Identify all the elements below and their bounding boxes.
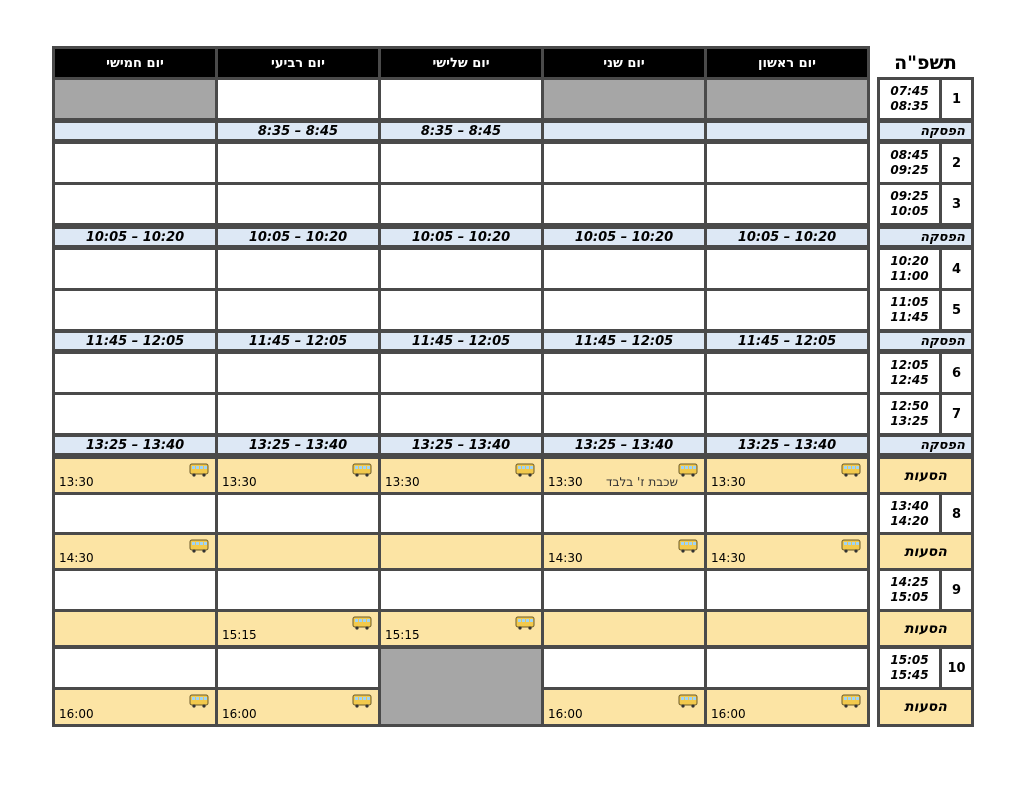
period-times-10 [877,646,942,690]
rides-label-text: הסעות [904,543,947,560]
period-number: 5 [951,302,962,318]
break-cell-monday [541,226,707,248]
period-end: 15:05 [890,590,929,604]
lesson-cell-tuesday-p7[interactable] [378,392,544,436]
day-header-sunday [704,46,870,80]
lesson-cell-sunday-p7[interactable] [704,392,870,436]
break-label-text: הפסקה [920,229,965,245]
break-label [877,434,974,456]
period-number: 3 [951,196,962,212]
break-cell-monday [541,120,707,142]
break-cell-thursday [52,120,218,142]
break-cell-tuesday [378,330,544,352]
bus-cell-monday[interactable] [541,456,707,495]
break-label [877,120,974,142]
period-end: 15:45 [890,668,929,682]
lesson-cell-tuesday-p6[interactable] [378,351,544,395]
period-end: 11:00 [890,269,929,283]
period-number: 4 [951,261,962,277]
period-times-4 [877,247,942,291]
break-cell-monday [541,434,707,456]
day-header-label: יום ראשון [758,55,816,71]
year-title [877,46,974,80]
bus-icon [189,539,209,553]
break-cell-thursday [52,434,218,456]
break-cell-tuesday [378,120,544,142]
bus-cell-tuesday[interactable] [378,609,544,648]
lesson-cell-sunday-p10[interactable] [704,646,870,690]
lesson-cell-wednesday-p10[interactable] [215,646,381,690]
lesson-cell-monday-p1[interactable] [541,77,707,121]
lesson-cell-wednesday-p4[interactable] [215,247,381,291]
lesson-cell-tuesday-p2[interactable] [378,141,544,185]
lesson-cell-thursday-p1[interactable] [52,77,218,121]
lesson-cell-monday-p3[interactable] [541,182,707,226]
rides-label-text: הסעות [904,620,947,637]
lesson-cell-thursday-p7[interactable] [52,392,218,436]
bus-icon [352,463,372,477]
period-number-2 [939,141,974,185]
break-time: 10:05 – 10:20 [737,229,837,245]
break-label [877,226,974,248]
lesson-cell-thursday-p2[interactable] [52,141,218,185]
bus-time: 16:00 [548,707,583,721]
period-number-10 [939,646,974,690]
lesson-cell-sunday-p5[interactable] [704,288,870,332]
bus-icon [841,539,861,553]
day-header-wednesday [215,46,381,80]
period-number: 1 [951,91,962,107]
bus-time: 13:30 [222,475,257,489]
lesson-cell-monday-p7[interactable] [541,392,707,436]
bus-cell-sunday[interactable] [704,456,870,495]
period-number-3 [939,182,974,226]
period-start: 15:05 [890,653,929,667]
lesson-cell-sunday-p4[interactable] [704,247,870,291]
bus-cell-sunday[interactable] [704,532,870,571]
bus-note: שכבת ז' בלבד [606,475,678,489]
rides-label [877,532,974,571]
bus-cell-monday[interactable] [541,532,707,571]
year-label: תשפ"ה [894,52,957,74]
bus-cell-wednesday[interactable] [215,456,381,495]
period-number-6 [939,351,974,395]
period-start: 12:05 [890,358,929,372]
bus-time: 13:30 [385,475,420,489]
period-number-1 [939,77,974,121]
period-end: 11:45 [890,310,929,324]
period-number: 6 [951,365,962,381]
break-cell-thursday [52,330,218,352]
bus-time: 14:30 [59,551,94,565]
period-times-7 [877,392,942,436]
bus-time: 13:30 [59,475,94,489]
bus-cell-thursday[interactable] [52,687,218,727]
period-times-2 [877,141,942,185]
period-number: 8 [951,506,962,522]
lesson-cell-tuesday-p3[interactable] [378,182,544,226]
break-cell-sunday [704,120,870,142]
period-end: 13:25 [890,414,929,428]
lesson-cell-wednesday-p9[interactable] [215,568,381,612]
bus-icon [352,694,372,708]
period-end: 09:25 [890,163,929,177]
period-start: 14:25 [890,575,929,589]
lesson-cell-thursday-p9[interactable] [52,568,218,612]
bus-cell-sunday[interactable] [704,687,870,727]
bus-cell-thursday[interactable] [52,456,218,495]
period-times-6 [877,351,942,395]
break-time: 13:25 – 13:40 [574,437,674,453]
break-label [877,330,974,352]
day-header-label: יום רביעי [271,55,325,71]
break-cell-thursday [52,226,218,248]
lesson-cell-sunday-p6[interactable] [704,351,870,395]
period-times-5 [877,288,942,332]
lesson-cell-monday-p6[interactable] [541,351,707,395]
lesson-cell-monday-p5[interactable] [541,288,707,332]
break-cell-monday [541,330,707,352]
bus-time: 16:00 [222,707,257,721]
bus-icon [515,463,535,477]
lesson-cell-tuesday-p10[interactable] [378,646,544,727]
break-time: 11:45 – 12:05 [737,333,837,349]
break-cell-wednesday [215,330,381,352]
bus-cell-wednesday[interactable] [215,532,381,571]
period-number: 2 [951,155,962,171]
break-cell-tuesday [378,434,544,456]
break-cell-sunday [704,226,870,248]
period-start: 07:45 [890,84,929,98]
lesson-cell-sunday-p1[interactable] [704,77,870,121]
bus-time: 14:30 [711,551,746,565]
bus-cell-monday[interactable] [541,687,707,727]
day-header-tuesday [378,46,544,80]
period-number: 9 [951,582,962,598]
rides-label [877,687,974,727]
bus-icon [352,616,372,630]
break-time: 8:35 – 8:45 [257,123,339,139]
lesson-cell-tuesday-p9[interactable] [378,568,544,612]
period-times-8 [877,492,942,536]
lesson-cell-thursday-p5[interactable] [52,288,218,332]
bus-icon [515,616,535,630]
bus-cell-wednesday[interactable] [215,609,381,648]
lesson-cell-sunday-p8[interactable] [704,492,870,536]
bus-icon [678,463,698,477]
period-end: 14:20 [890,514,929,528]
day-header-monday [541,46,707,80]
day-header-label: יום חמישי [106,55,164,71]
bus-icon [841,463,861,477]
lesson-cell-tuesday-p5[interactable] [378,288,544,332]
lesson-cell-wednesday-p8[interactable] [215,492,381,536]
lesson-cell-monday-p4[interactable] [541,247,707,291]
bus-time: 14:30 [548,551,583,565]
lesson-cell-monday-p2[interactable] [541,141,707,185]
bus-cell-tuesday[interactable] [378,456,544,495]
period-number-9 [939,568,974,612]
period-start: 08:45 [890,148,929,162]
bus-cell-monday[interactable] [541,609,707,648]
lesson-cell-wednesday-p3[interactable] [215,182,381,226]
break-cell-wednesday [215,120,381,142]
bus-cell-sunday[interactable] [704,609,870,648]
lesson-cell-thursday-p8[interactable] [52,492,218,536]
bus-icon [189,694,209,708]
period-start: 11:05 [890,295,929,309]
lesson-cell-sunday-p3[interactable] [704,182,870,226]
lesson-cell-monday-p9[interactable] [541,568,707,612]
break-label-text: הפסקה [920,333,965,349]
period-start: 13:40 [890,499,929,513]
period-number-8 [939,492,974,536]
lesson-cell-wednesday-p2[interactable] [215,141,381,185]
rides-label [877,609,974,648]
break-time: 10:05 – 10:20 [85,229,185,245]
period-number: 10 [947,660,966,676]
rides-label-text: הסעות [904,699,947,715]
break-time: 10:05 – 10:20 [574,229,674,245]
lesson-cell-wednesday-p5[interactable] [215,288,381,332]
period-number-4 [939,247,974,291]
lesson-cell-wednesday-p6[interactable] [215,351,381,395]
bus-time: 15:15 [385,628,420,642]
lesson-cell-wednesday-p1[interactable] [215,77,381,121]
lesson-cell-monday-p10[interactable] [541,646,707,690]
break-time: 11:45 – 12:05 [411,333,511,349]
period-start: 12:50 [890,399,929,413]
period-number-5 [939,288,974,332]
break-time: 10:05 – 10:20 [411,229,511,245]
lesson-cell-tuesday-p1[interactable] [378,77,544,121]
break-time: 11:45 – 12:05 [85,333,185,349]
bus-icon [678,539,698,553]
period-number-7 [939,392,974,436]
break-label-text: הפסקה [920,437,965,453]
break-time: 11:45 – 12:05 [248,333,348,349]
break-time: 11:45 – 12:05 [574,333,674,349]
bus-cell-wednesday[interactable] [215,687,381,727]
break-label-text: הפסקה [920,123,965,139]
break-time: 13:25 – 13:40 [248,437,348,453]
bus-time: 13:30 [711,475,746,489]
bus-icon [678,694,698,708]
break-cell-wednesday [215,434,381,456]
break-cell-sunday [704,330,870,352]
period-number: 7 [951,406,962,422]
bus-icon [189,463,209,477]
day-header-label: יום שני [603,55,645,71]
day-header-thursday [52,46,218,80]
break-time: 13:25 – 13:40 [411,437,511,453]
period-end: 12:45 [890,373,929,387]
period-times-9 [877,568,942,612]
lesson-cell-sunday-p2[interactable] [704,141,870,185]
bus-time: 16:00 [711,707,746,721]
day-header-label: יום שלישי [432,55,490,71]
lesson-cell-sunday-p9[interactable] [704,568,870,612]
lesson-cell-tuesday-p8[interactable] [378,492,544,536]
lesson-cell-thursday-p10[interactable] [52,646,218,690]
break-time: 13:25 – 13:40 [737,437,837,453]
period-start: 10:20 [890,254,929,268]
period-end: 10:05 [890,204,929,218]
period-times-1 [877,77,942,121]
break-time: 10:05 – 10:20 [248,229,348,245]
lesson-cell-thursday-p6[interactable] [52,351,218,395]
break-cell-sunday [704,434,870,456]
timetable-grid [52,46,974,727]
bus-cell-tuesday[interactable] [378,532,544,571]
lesson-cell-monday-p8[interactable] [541,492,707,536]
bus-cell-thursday[interactable] [52,609,218,648]
bus-time: 15:15 [222,628,257,642]
lesson-cell-thursday-p4[interactable] [52,247,218,291]
lesson-cell-wednesday-p7[interactable] [215,392,381,436]
bus-icon [841,694,861,708]
break-cell-wednesday [215,226,381,248]
break-time: 13:25 – 13:40 [85,437,185,453]
bus-time: 16:00 [59,707,94,721]
lesson-cell-tuesday-p4[interactable] [378,247,544,291]
lesson-cell-thursday-p3[interactable] [52,182,218,226]
break-cell-tuesday [378,226,544,248]
bus-time: 13:30 [548,475,583,489]
break-time: 8:35 – 8:45 [420,123,502,139]
period-end: 08:35 [890,99,929,113]
period-start: 09:25 [890,189,929,203]
period-times-3 [877,182,942,226]
rides-label-text: הסעות [904,467,947,484]
rides-label [877,456,974,495]
bus-cell-thursday[interactable] [52,532,218,571]
